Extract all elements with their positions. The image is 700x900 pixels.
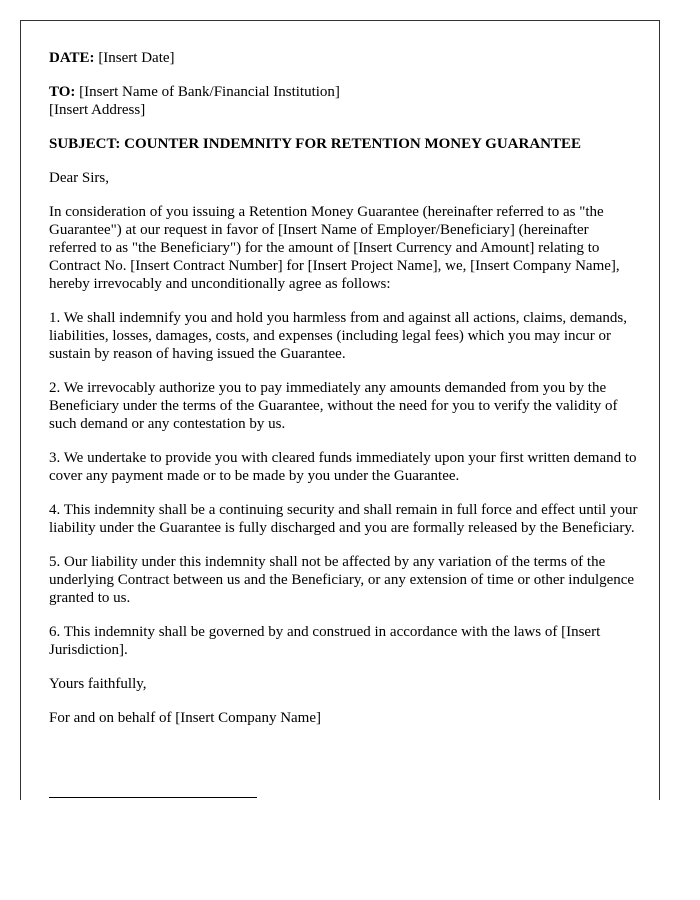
salutation: Dear Sirs, <box>49 170 109 186</box>
date-line <box>49 49 639 67</box>
letter-body <box>49 49 639 743</box>
clause-3: 3. We undertake to provide you with cleared funds immediately upon your first written demand to cover any payment made or to be made by you under the Guarantee. <box>49 450 637 484</box>
clause-5: 5. Our liability under this indemnity shall not be affected by any variation of the terms of the underlying Contract between us and the Beneficiary, or any extension of time or other indulgence granted to us. <box>49 554 635 606</box>
clause-2: 2. We irrevocably authorize you to pay immediately any amounts demanded from you by the Beneficiary under the terms of the Guarantee, without the need for you to verify the validity of such demand or any contestation by us. <box>49 380 618 432</box>
on-behalf-line: For and on behalf of [Insert Company Name] <box>49 710 322 726</box>
date-label: DATE: <box>49 50 95 66</box>
closing: Yours faithfully, <box>49 676 147 692</box>
letter-page <box>20 20 660 800</box>
intro-paragraph: In consideration of you issuing a Retention Money Guarantee (hereinafter referred to as "the Guarantee") at our request in favor of [Insert Name of Employer/Beneficiary] (hereinafter referred to as "the Beneficiary") for the amount of [Insert Currency and Amount] relating to Contract No. [Insert Contract Number] for [Insert Project Name], we, [Insert Company Name], hereby irrevocably and unconditionally agree as follows: <box>49 204 620 292</box>
signature-line <box>49 797 257 798</box>
recipient-block <box>49 83 639 119</box>
clause-6: 6. This indemnity shall be governed by and construed in accordance with the laws of [Insert Jurisdiction]. <box>49 624 601 658</box>
date-value: [Insert Date] <box>98 50 175 66</box>
clause-4: 4. This indemnity shall be a continuing security and shall remain in full force and effect until your liability under the Guarantee is fully discharged and you are formally released by the Beneficiary. <box>49 502 638 536</box>
subject-line: SUBJECT: COUNTER INDEMNITY FOR RETENTION MONEY GUARANTEE <box>49 136 581 152</box>
recipient-address: [Insert Address] <box>49 102 146 118</box>
to-label: TO: <box>49 84 76 100</box>
clause-1: 1. We shall indemnify you and hold you harmless from and against all actions, claims, demands, liabilities, losses, damages, costs, and expenses (including legal fees) which you may incur or sustain by reason of having issued the Guarantee. <box>49 310 627 362</box>
recipient-name: [Insert Name of Bank/Financial Institution] <box>79 84 340 100</box>
